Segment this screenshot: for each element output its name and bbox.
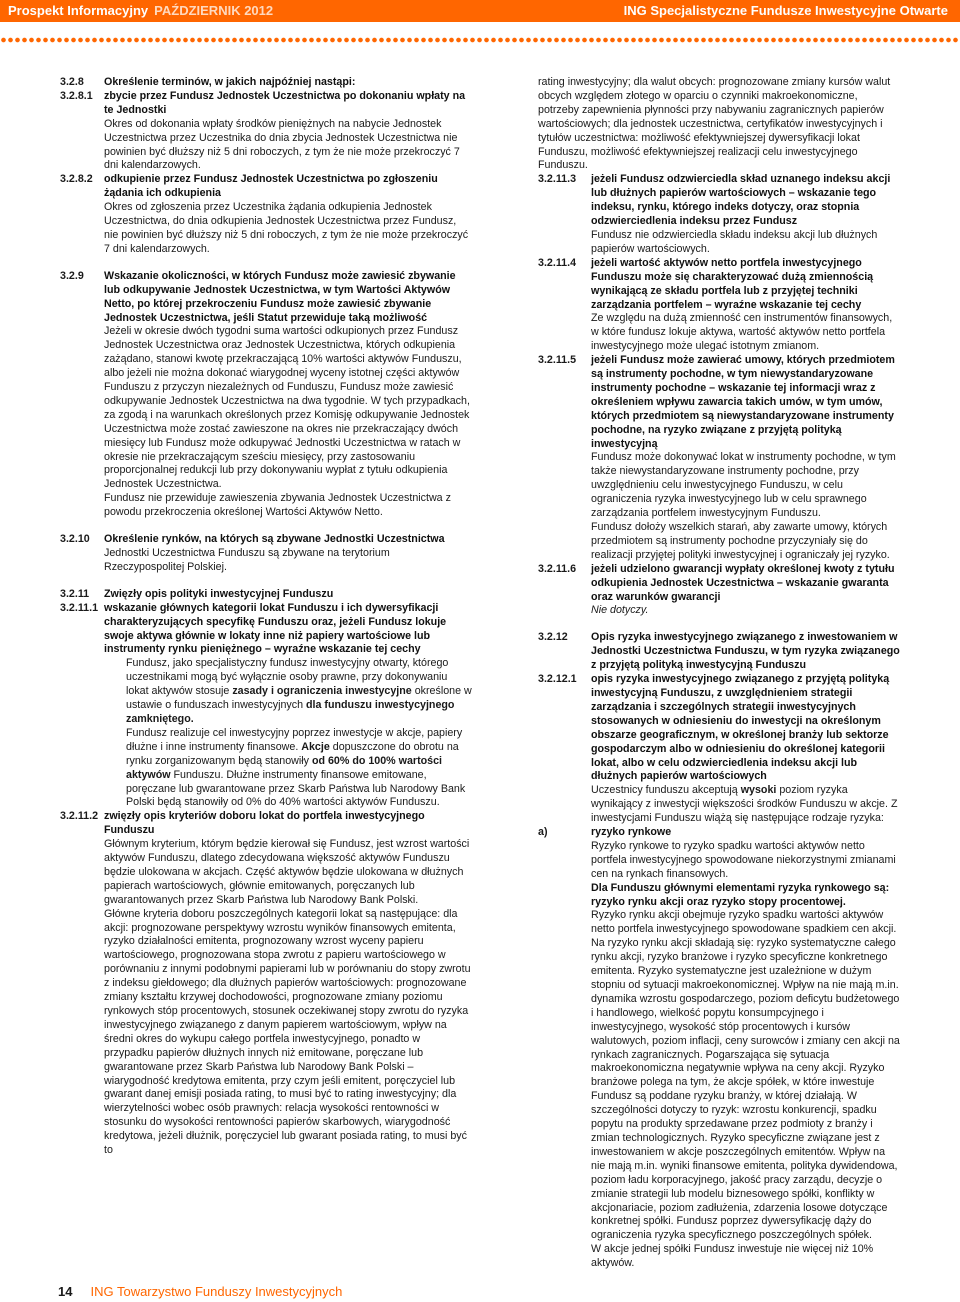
section-title: Zwięzły opis polityki inwestycyjnej Funduszu <box>104 587 334 600</box>
section-number: 3.2.11.2 <box>60 810 99 823</box>
section-title: Określenie rynków, na których są zbywane Jednostki Uczestnictwa <box>104 533 445 546</box>
prospectus-date: PAŹDZIERNIK 2012 <box>154 3 274 18</box>
section-number: 3.2.11.4 <box>538 256 577 269</box>
section-text: Fundusz realizuje cel inwestycyjny poprzez inwestycje w akcje, papiery dłużne i inne instrumenty finansowe. Akcje dopuszczone do obrotu na rynku zorganizowanym będą stanowiły od 60% do 100% wartości aktywów Funduszu. Dłużne instrumenty finansowe emitowane, poręczane lub gwarantowane przez Skarb Państwa lub Narodowy Bank Polski będą stanowiły od 0% do 40% wartości aktywów Funduszu. <box>126 726 466 809</box>
right-column <box>538 76 900 1271</box>
section-3-2-12 <box>538 631 900 673</box>
section-title: Określenie terminów, w jakich najpóźniej nastąpi: <box>104 76 356 88</box>
section-number: 3.2.12 <box>538 631 568 644</box>
section-3-2-11-6 <box>538 563 900 619</box>
header-left <box>8 3 273 18</box>
item-letter: a) <box>538 826 548 839</box>
section-text: Fundusz, jako specjalistyczny fundusz inwestycyjny otwarty, którego uczestnikami mogą być wyłącznie osoby prawne, przy dokonywaniu lokat aktywów stosuje zasady i ograniczenia inwestycyjne określone w ustawie o funduszach inwestycyjnych dla funduszu inwestycyjnego zamkniętego. <box>126 657 472 725</box>
section-number: 3.2.10 <box>60 533 90 546</box>
section-number: 3.2.9 <box>60 269 84 282</box>
item-a <box>538 826 900 1271</box>
section-title: zbycie przez Fundusz Jednostek Uczestnictwa po dokonaniu wpłaty na te Jednostki <box>104 89 466 116</box>
section-text: Główne kryteria doboru poszczególnych kategorii lokat są następujące: dla akcji: prognozowane perspektywy wzrostu wyników finansowych emitenta, ryzyko działalności emitenta, prognozowany wzrost wyceny papieru wartościowego, prognozowana stopa zwrotu z papieru wartościowego w porównaniu z innymi podobnymi papierami lub w porównaniu do stopy zwrotu z indeksu giełdowego; dla dłużnych papierów wartościowych: prognozowane zmiany kształtu krzywej dochodowości, prognozowane zmiany poziomu rynkowych stóp procentowych, stosunek oczekiwanej stopy zwrotu do ryzyka inwestycyjnego związanego z danym papierem wartościowym, wpływ na średni okres do wykupu całego portfela inwestycyjnego, ponadto w przypadku papierów dłużnych innych niż emitowane, poręczane lub gwarantowane przez Skarb Państwa lub Narodowy Bank Polski – wiarygodność kredytowa emitenta, przy czym jeśli emitent, poręczyciel lub gwarant danej emisji posiada rating, to musi być to rating inwestycyjny; dla wierzytelności wobec osób prawnych: relacja wysokości rentowności w stosunku do wysokości rentowności papierów skarbowych, wiarygodność kredytowa, jeżeli dłużnik, poręczyciel lub gwarant posiada rating, to musi być to <box>104 907 471 1157</box>
item-text: Ryzyko rynkowe to ryzyko spadku wartości aktywów netto portfela inwestycyjnego spowodowane niekorzystnymi zmianami cen na rynkach finansowych. <box>591 839 896 880</box>
fund-title: ING Specjalistyczne Fundusze Inwestycyjne Otwarte <box>623 3 948 18</box>
left-column <box>60 76 472 1158</box>
page-number: 14 <box>58 1284 73 1299</box>
section-3-2-8-1 <box>60 90 472 173</box>
section-number: 3.2.8.1 <box>60 89 93 102</box>
section-number: 3.2.11.6 <box>538 562 577 575</box>
section-text: Jednostki Uczestnictwa Funduszu są zbywane na terytorium Rzeczypospolitej Polskiej. <box>104 547 390 573</box>
section-3-2-11 <box>60 588 472 602</box>
section-3-2-8-2 <box>60 173 472 256</box>
section-text: Fundusz nie odzwierciedla składu indeksu akcji lub dłużnych papierów wartościowych. <box>591 228 878 255</box>
section-text: Fundusz nie przewiduje zawieszenia zbywania Jednostek Uczestnictwa z powodu przekroczenia określonej Wartości Aktywów Netto. <box>104 492 451 519</box>
item-title: ryzyko rynkowe <box>591 826 672 839</box>
item-text: W akcje jednej spółki Fundusz inwestuje nie więcej niż 10% aktywów. <box>591 1243 874 1270</box>
continued-text: rating inwestycyjny; dla walut obcych: prognozowane zmiany kursów walut obcych względem złotego w oparciu o czynniki makroekonomiczne, potrzeby zapewnienia płynności przy nabywaniu zagranicznych papierów wartościowych; dla jednostek uczestnictwa, certyfikatów inwestycyjnych i tytułów uczestnictwa: możliwość efektywniejszej dywersyfikacji lokat Funduszu, możliwość efektywniejszej realizacji celu inwestycyjnego Funduszu. <box>538 76 891 172</box>
section-title: zwięzły opis kryteriów doboru lokat do portfela inwestycyjnego Funduszu <box>104 810 425 837</box>
prospectus-title: Prospekt Informacyjny <box>8 3 149 18</box>
section-title: opis ryzyka inwestycyjnego związanego z przyjętą polityką inwestycyjną Funduszu, z uwzględnieniem strategii zarządzania i szczególnych strategii inwestycyjnych stosowanych w odniesieniu do inwestycji na określonym obszarze geograficznym, w określonej branży lub sektorze gospodarczym albo w odniesieniu do określonej kategorii lokat, albo w celu odzwierciedlenia indeksu akcji lub dłużnych papierów wartościowych <box>591 673 890 783</box>
section-text: Głównym kryterium, którym będzie kierował się Fundusz, jest wzrost wartości aktywów Funduszu, dlatego zdecydowana większość aktywów Funduszu będzie ulokowana w akcjach. Część aktywów będzie ulokowana w dłużnych papierach wartościowych, głównie emitowanych, poręczanych lub gwarantowanych przez Skarb Państwa lub Narodowy Bank Polski. <box>104 838 470 906</box>
section-text: Okres od dokonania wpłaty środków pieniężnych na nabycie Jednostek Uczestnictwa przez Uczestnika do dnia zbycia Jednostek Uczestnictwa nie powinien być dłuższy niż 5 dni roboczych, z tym że nie może przekroczyć 7 dni kalendarzowych. <box>104 117 460 172</box>
section-number: 3.2.12.1 <box>538 673 577 686</box>
section-title: jeżeli wartość aktywów netto portfela inwestycyjnego Funduszu może się charakteryzować dużą zmiennością wynikającą ze składu portfela lub z przyjętej techniki zarządzania portfelem – wyraźne wskazanie tej cechy <box>591 256 874 311</box>
section-text: Okres od zgłoszenia przez Uczestnika żądania odkupienia Jednostek Uczestnictwa, do dnia odkupienia Jednostek Uczestnictwa przez Fundusz, nie powinien być dłuższy niż 5 dni roboczych, z tym że nie może przekroczyć 7 dni kalendarzowych. <box>104 201 469 255</box>
section-3-2-11-3 <box>538 173 900 256</box>
section-number: 3.2.8 <box>60 76 84 88</box>
section-number: 3.2.11.5 <box>538 354 577 367</box>
section-3-2-11-2 <box>60 810 472 1158</box>
page-header <box>0 0 960 22</box>
section-title: jeżeli udzielono gwarancji wypłaty określonej kwoty z tytułu odkupienia Jednostek Uczestnictwa – wskazanie gwaranta oraz warunków gwarancji <box>591 562 895 603</box>
section-text: Jeżeli w okresie dwóch tygodni suma wartości odkupionych przez Fundusz Jednostek Uczestnictwa oraz Jednostek Uczestnictwa, których odkupienia zażądano, stanowi kwotę przekraczającą 10% wartości aktywów Funduszu, albo jeżeli nie można dokonać wiarygodnej wyceny istotnej części aktywów Funduszu z przyczyn niezależnych od Funduszu, Fundusz może zawiesić odkupywanie Jednostek Uczestnictwa na dwa tygodnie. W tych przypadkach, za zgodą i na warunkach określonych przez Komisję odkupywanie Jednostek Uczestnictwa może zostać zawieszone na okres nie przekraczający dwóch miesięcy lub Fundusz może odkupywać Jednostki Uczestnictwa w ratach w okresie nie przekraczającym sześciu miesięcy, przy zastosowaniu proporcjonalnej redukcji lub przy dokonywaniu wypłat z tytułu odkupienia Jednostek Uczestnictwa. <box>104 325 470 491</box>
section-number: 3.2.8.2 <box>60 173 93 186</box>
section-number: 3.2.11 <box>60 587 90 600</box>
item-text: Ryzyko rynku akcji obejmuje ryzyko spadku wartości aktywów netto portfela inwestycyjnego spowodowane spadkiem cen akcji. Na ryzyko rynku akcji składają się: ryzyko systematyczne całego rynku akcji, ryzyko branżowe i ryzyko specyficzne konkretnego emitenta. Ryzyko systematyczne jest uzależnione w dużym stopniu od sytuacji makroekonomicznej. Wpływ na nie mają m.in. dynamika wzrostu gospodarczego, poziom deficytu budżetowego i handlowego, wielkość popytu konsumpcyjnego i inwestycyjnego, wysokość stóp procentowych i kursów walutowych, poziom inflacji, ceny surowców i zmiany cen akcji na rynkach zagranicznych. Pogarszająca się sytuacja makroekonomiczna negatywnie wpływa na ceny akcji. Ryzyko branżowe polega na tym, że akcje spółek, w które inwestuje Fundusz są poddane ryzyku branży, w której działają. W szczególności dotyczy to ryzyk: wzrostu konkurencji, spadku popytu na produkty sprzedawane przez podmioty z branży i zmian technologicznych. Ryzyko specyficzne związane jest z inwestowaniem w akcje poszczególnych emitentów. Wpływ na nie mają m.in. wyniki finansowe emitenta, polityka dywidendowa, poziom ładu korporacyjnego, jakość pracy zarządu, decyzje o zmianie strategii lub modelu biznesowego spółki, konflikty w akcjonariacie, poziom zadłużenia, zdarzenia losowe dotyczące konkretnej spółki. Fundusz poprzez dywersyfikację dąży do ograniczenia ryzyka specyficznego poszczególnych spółek. <box>591 909 900 1242</box>
section-3-2-8 <box>60 76 472 90</box>
section-number: 3.2.11.3 <box>538 173 577 186</box>
section-text: Uczestnicy funduszu akceptują wysoki poziom ryzyka wynikający z inwestycji większości środków Funduszu w akcje. Z inwestycjami Funduszu wiążą się następujące rodzaje ryzyka: <box>591 784 898 825</box>
footer-company: ING Towarzystwo Funduszy Inwestycyjnych <box>90 1284 343 1299</box>
page-footer <box>58 1284 342 1299</box>
section-title: wskazanie głównych kategorii lokat Funduszu i ich dywersyfikacji charakteryzujących specyfikę Funduszu oraz, jeżeli Fundusz lokuje swoje aktywa głównie w lokaty inne niż papiery wartościowe lub instrumenty rynku pieniężnego – wyraźne wskazanie tej cechy <box>104 601 447 656</box>
section-3-2-10 <box>60 533 472 575</box>
section-3-2-11-5 <box>538 354 900 563</box>
section-text: Nie dotyczy. <box>591 604 649 617</box>
section-title: Opis ryzyka inwestycyjnego związanego z inwestowaniem w Jednostki Uczestnictwa Funduszu, w tym ryzyka związanego z przyjętą polityką inwestycyjną Funduszu <box>591 631 900 672</box>
section-3-2-9 <box>60 270 472 520</box>
section-3-2-11-4 <box>538 257 900 354</box>
section-title: Wskazanie okoliczności, w których Fundusz może zawiesić zbywanie lub odkupywanie Jednostek Uczestnictwa, w tym Wartości Aktywów Netto, po której przekroczeniu Fundusz może zawiesić zbywanie Jednostek Uczestnictwa, jeśli Statut przewiduje taką możliwość <box>104 269 456 324</box>
section-3-2-12-1 <box>538 673 900 826</box>
section-text: Fundusz dołoży wszelkich starań, aby zawarte umowy, których przedmiotem są instrumenty pochodne przyczyniały się do realizacji przyjętej polityki inwestycyjnej i ograniczały jej ryzyko. <box>591 521 890 561</box>
section-text: Fundusz może dokonywać lokat w instrumenty pochodne, w tym także niewystandaryzowane instrumenty pochodne, przy uwzględnieniu celu inwestycyjnego Funduszu, w celu ograniczenia ryzyka inwestycyjnego lub w celu sprawnego zarządzania portfelem inwestycyjnym Funduszu. <box>591 451 896 520</box>
section-title: jeżeli Fundusz odzwierciedla skład uznanego indeksu akcji lub dłużnych papierów wartościowych – wskazanie tego indeksu, rynku, którego indeks dotyczy, oraz stopnia odzwierciedlenia indeksu przez Fundusz <box>591 173 891 228</box>
dotted-divider <box>0 36 960 44</box>
item-text: Dla Funduszu głównymi elementami ryzyka rynkowego są: ryzyko rynku akcji oraz ryzyko stopy procentowej. <box>591 881 890 908</box>
section-number: 3.2.11.1 <box>60 601 99 614</box>
section-text: Ze względu na dużą zmienność cen instrumentów finansowych, w które fundusz lokuje aktywa, wartość aktywów netto portfela inwestycyjnego może ulegać istotnym zmianom. <box>591 312 893 353</box>
section-title: jeżeli Fundusz może zawierać umowy, których przedmiotem są instrumenty pochodne, w tym niewystandaryzowane instrumenty pochodne – wskazanie tej informacji wraz z określeniem wpływu zawarcia takich umów, w tym umów, których przedmiotem są niewystandaryzowane instrumenty pochodne, na ryzyko związane z przyjętą polityką inwestycyjną <box>591 354 895 450</box>
section-3-2-11-1 <box>60 602 472 811</box>
section-title: odkupienie przez Fundusz Jednostek Uczestnictwa po zgłoszeniu żądania ich odkupienia <box>104 173 438 200</box>
